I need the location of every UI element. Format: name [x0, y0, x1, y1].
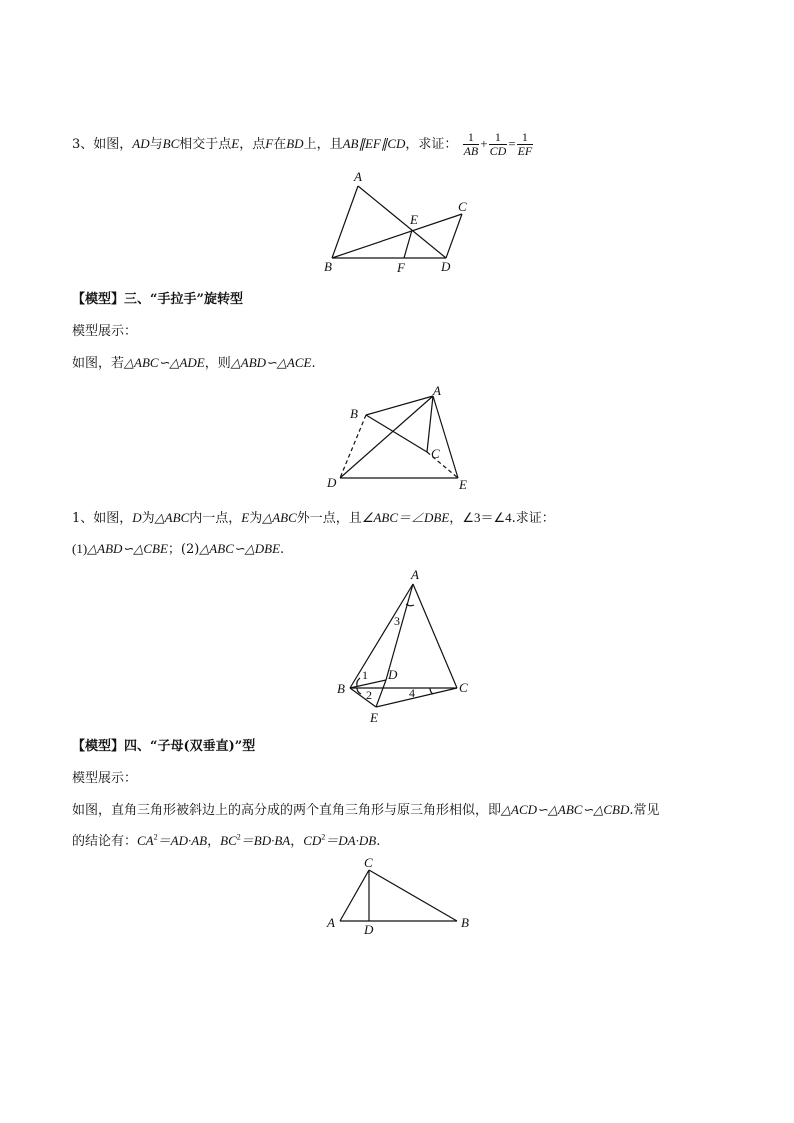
label-c: C: [458, 199, 467, 214]
point-e: E: [231, 136, 240, 151]
angle-label-4: 4: [409, 686, 415, 700]
similarity-abc-ade: △ABC∽△ADE: [124, 355, 205, 370]
model4-line2: 的结论有：$CA^2=AD\cdot AB$，$BC^2=BD\cdot BA$，$CD^2=DA\cdot DB$.: [72, 832, 381, 849]
segment-ad: AD: [132, 136, 150, 151]
text: 与: [149, 137, 163, 152]
point-f: F: [265, 136, 274, 151]
problem1-line2: (1)△ABD∽△CBE；(2)△ABC∽△DBE.: [72, 541, 285, 557]
text: ，求证：: [405, 137, 458, 152]
label-d: D: [441, 259, 451, 274]
segment-bc: BC: [162, 136, 180, 151]
label-a: A: [411, 567, 419, 582]
fraction-1-ab: $\frac{1}{AB}$: [463, 130, 479, 158]
angle-label-3: 3: [394, 614, 400, 628]
fraction-1-cd: $\frac{1}{CD}$: [489, 130, 507, 158]
label-c: C: [364, 855, 373, 870]
model3-heading: 【模型】三、“手拉手”旋转型: [72, 292, 243, 307]
label-c: C: [431, 446, 440, 461]
text: 相交于点: [179, 137, 232, 152]
text: 上，且: [303, 137, 343, 152]
fraction-1-ef: $\frac{1}{EF}$: [517, 130, 533, 158]
label-a: A: [327, 915, 335, 930]
segment-ac: [340, 870, 369, 921]
model4-heading: 【模型】四、“子母(双垂直)”型: [72, 739, 256, 754]
segment-bd: BD: [286, 136, 304, 151]
text: 在: [273, 137, 287, 152]
label-e: E: [459, 477, 467, 492]
label-a: A: [433, 383, 441, 398]
label-c: C: [459, 680, 468, 695]
label-b: B: [350, 406, 358, 421]
label-b: B: [337, 681, 345, 696]
model4-show-label: 模型展示：: [72, 771, 138, 786]
text: 3、如图，: [72, 137, 133, 152]
model3-show-label: 模型展示：: [72, 324, 138, 339]
label-e: E: [410, 212, 418, 227]
similarity-abd-ace: △ABD∽△ACE: [230, 355, 312, 370]
model4-line1: 如图，直角三角形被斜边上的高分成的两个直角三角形与原三角形相似，即△ACD∽△ABC∽△CBD.常见: [72, 802, 660, 818]
equals-sign: =: [508, 136, 516, 151]
segment-cb: [369, 870, 457, 921]
label-d: D: [327, 475, 337, 490]
label-d: D: [364, 922, 374, 937]
label-a: A: [354, 169, 362, 184]
label-b: B: [324, 259, 332, 274]
angle-label-1: 1: [362, 668, 368, 682]
label-e: E: [370, 710, 378, 725]
text: ，点: [239, 137, 266, 152]
label-d: D: [388, 667, 398, 682]
label-f: F: [397, 260, 405, 275]
similarity-chain: △ACD∽△ABC∽△CBD: [501, 802, 630, 817]
label-b: B: [461, 915, 469, 930]
angle-label-2: 2: [366, 688, 372, 702]
model3-statement: 如图，若△ABC∽△ADE，则△ABD∽△ACE.: [72, 355, 316, 371]
plus-sign: +: [480, 136, 488, 151]
parallel-condition: AB∥EF∥CD: [342, 136, 406, 151]
problem1-line1: 1、如图，D为△ABC内一点，E为△ABC外一点，且∠ABC＝∠DBE，∠3＝∠4.求证：: [72, 510, 555, 526]
